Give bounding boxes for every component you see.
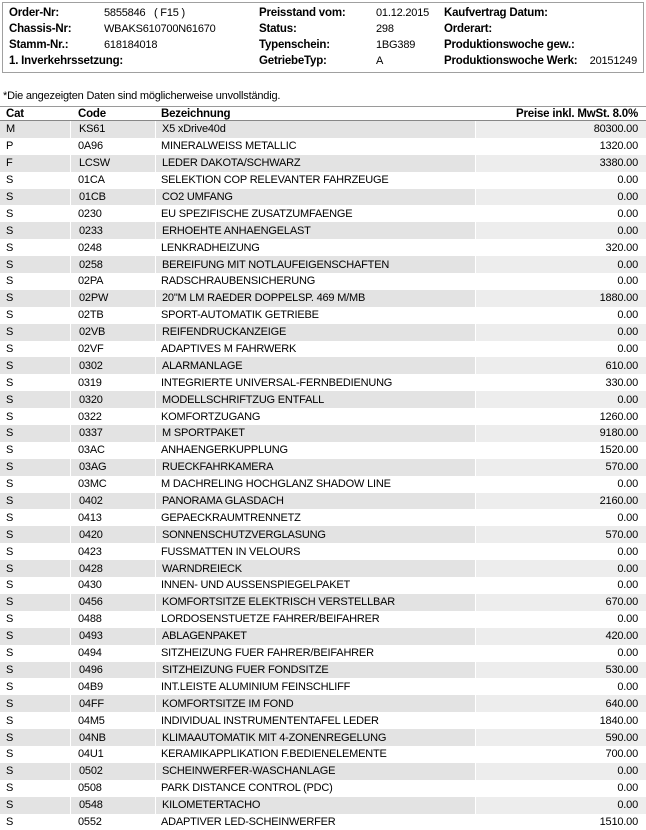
field-label: Stamm-Nr.: [9, 39, 69, 51]
field-label: Produktionswoche gew.: [444, 39, 575, 51]
option-bezeichnung: KERAMIKAPPLIKATION F.BEDIENELEMENTE [161, 748, 387, 761]
option-price: 1520.00 [599, 444, 638, 457]
option-price: 1320.00 [599, 140, 638, 153]
option-code: 0337 [70, 425, 155, 442]
option-code: 0319 [78, 376, 102, 389]
table-row [0, 391, 646, 408]
option-price: 590.00 [475, 729, 646, 746]
option-cat: S [6, 478, 14, 491]
option-cat: S [6, 376, 14, 389]
option-cat: S [0, 594, 70, 611]
option-bezeichnung: BEREIFUNG MIT NOTLAUFEIGENSCHAFTEN [155, 256, 475, 273]
option-code: 04M5 [78, 714, 105, 727]
option-bezeichnung: M SPORTPAKET [155, 425, 475, 442]
option-bezeichnung: LENKRADHEIZUNG [161, 241, 260, 254]
table-row [0, 459, 646, 476]
option-bezeichnung: INTEGRIERTE UNIVERSAL-FERNBEDIENUNG [161, 376, 393, 389]
option-bezeichnung: ADAPTIVES M FAHRWERK [161, 343, 297, 356]
option-bezeichnung: MODELLSCHRIFTZUG ENTFALL [155, 391, 475, 408]
table-row [0, 476, 646, 493]
table-row [0, 324, 646, 341]
option-code: 0248 [78, 241, 102, 254]
table-row [0, 746, 646, 763]
option-code: 0493 [70, 628, 155, 645]
option-cat: S [6, 748, 14, 761]
table-row [0, 763, 646, 780]
option-cat: S [6, 207, 14, 220]
options-table [0, 106, 646, 830]
table-row [0, 493, 646, 510]
option-cat: S [6, 545, 14, 558]
table-row [0, 374, 646, 391]
table-row [0, 543, 646, 560]
option-bezeichnung: 20"M LM RAEDER DOPPELSP. 469 M/MB [155, 290, 475, 307]
option-cat: S [0, 222, 70, 239]
table-row [0, 290, 646, 307]
table-row [0, 509, 646, 526]
option-price: 0.00 [617, 545, 638, 558]
option-cat: S [6, 444, 14, 457]
option-bezeichnung: RUECKFAHRKAMERA [155, 459, 475, 476]
table-row [0, 662, 646, 679]
option-price: 640.00 [475, 695, 646, 712]
option-price: 530.00 [475, 662, 646, 679]
table-row [0, 155, 646, 172]
column-header-code: Code [70, 106, 155, 121]
option-cat: S [0, 763, 70, 780]
option-bezeichnung: KOMFORTSITZE IM FOND [155, 695, 475, 712]
column-header-cat: Cat [0, 106, 70, 121]
option-code: 0430 [78, 579, 102, 592]
field-label: Typenschein: [259, 39, 330, 51]
option-code: 0302 [70, 357, 155, 374]
option-bezeichnung: M DACHRELING HOCHGLANZ SHADOW LINE [161, 478, 391, 491]
option-code: 0233 [70, 222, 155, 239]
field-label: GetriebeTyp: [259, 55, 327, 67]
option-bezeichnung: EU SPEZIFISCHE ZUSATZUMFAENGE [161, 207, 353, 220]
option-code: 04U1 [78, 748, 104, 761]
option-cat: S [0, 256, 70, 273]
option-cat: S [6, 714, 14, 727]
option-cat: S [6, 174, 14, 187]
table-row [0, 780, 646, 797]
option-code: 04FF [70, 695, 155, 712]
option-cat: S [0, 459, 70, 476]
option-bezeichnung: SELEKTION COP RELEVANTER FAHRZEUGE [161, 174, 389, 187]
table-row [0, 256, 646, 273]
header-field-row [3, 21, 643, 37]
option-cat: S [6, 343, 14, 356]
option-code: 0428 [70, 560, 155, 577]
option-cat: S [6, 613, 14, 626]
table-row [0, 678, 646, 695]
table-row [0, 577, 646, 594]
table-row [0, 189, 646, 206]
option-cat: S [0, 324, 70, 341]
option-price: 0.00 [475, 222, 646, 239]
option-cat: S [0, 628, 70, 645]
option-cat: S [0, 189, 70, 206]
header-field-row [3, 37, 643, 53]
option-price: 700.00 [605, 748, 638, 761]
option-code: 04NB [70, 729, 155, 746]
field-value: 20151249 [589, 55, 637, 67]
option-price: 0.00 [617, 647, 638, 660]
option-price: 0.00 [617, 680, 638, 693]
option-bezeichnung: KOMFORTSITZE ELEKTRISCH VERSTELLBAR [155, 594, 475, 611]
option-price: 1840.00 [599, 714, 638, 727]
option-price: 420.00 [475, 628, 646, 645]
option-bezeichnung: INT.LEISTE ALUMINIUM FEINSCHLIFF [161, 680, 351, 693]
option-cat: S [0, 357, 70, 374]
option-price: 0.00 [475, 763, 646, 780]
option-bezeichnung: SPORT-AUTOMATIK GETRIEBE [161, 309, 319, 322]
table-row [0, 594, 646, 611]
field-label: 1. Inverkehrssetzung: [9, 55, 124, 67]
table-row [0, 645, 646, 662]
option-price: 3380.00 [475, 155, 646, 172]
option-bezeichnung: SONNENSCHUTZVERGLASUNG [155, 526, 475, 543]
option-price: 670.00 [475, 594, 646, 611]
option-price: 0.00 [617, 207, 638, 220]
option-price: 610.00 [475, 357, 646, 374]
option-code: 03MC [78, 478, 107, 491]
incomplete-data-note: *Die angezeigten Daten sind möglicherweise unvollständig. [3, 90, 281, 102]
options-table-body [0, 121, 646, 830]
option-cat: S [6, 647, 14, 660]
option-price: 0.00 [475, 560, 646, 577]
table-row [0, 357, 646, 374]
option-cat: F [0, 155, 70, 172]
option-code: 0413 [78, 511, 102, 524]
table-header-row [0, 106, 646, 121]
option-price: 0.00 [475, 797, 646, 814]
header-field-row [3, 5, 643, 21]
option-price: 570.00 [475, 526, 646, 543]
option-price: 0.00 [475, 324, 646, 341]
option-bezeichnung: GEPAECKRAUMTRENNETZ [161, 511, 301, 524]
option-code: 0423 [78, 545, 102, 558]
option-price: 0.00 [617, 309, 638, 322]
option-price: 0.00 [617, 782, 638, 795]
option-cat: S [6, 782, 14, 795]
option-price: 320.00 [605, 241, 638, 254]
table-row [0, 611, 646, 628]
option-cat: S [6, 275, 14, 288]
field-value: 01.12.2015 [376, 7, 430, 19]
option-price: 0.00 [617, 613, 638, 626]
option-cat: S [0, 662, 70, 679]
table-row [0, 138, 646, 155]
option-cat: S [6, 309, 14, 322]
option-cat: M [0, 121, 70, 138]
option-price: 0.00 [617, 511, 638, 524]
order-header-box [2, 2, 644, 73]
option-code: 0420 [70, 526, 155, 543]
option-code: KS61 [70, 121, 155, 138]
option-cat: S [0, 425, 70, 442]
option-bezeichnung: INDIVIDUAL INSTRUMENTENTAFEL LEDER [161, 714, 379, 727]
column-header-bezeichnung: Bezeichnung [155, 106, 475, 121]
option-code: 0488 [78, 613, 102, 626]
option-cat: S [6, 511, 14, 524]
table-row [0, 408, 646, 425]
option-bezeichnung: RADSCHRAUBENSICHERUNG [161, 275, 316, 288]
option-code: 0494 [78, 647, 102, 660]
field-value: A [376, 55, 384, 67]
table-row [0, 205, 646, 222]
table-row [0, 695, 646, 712]
field-label: Orderart: [444, 23, 493, 35]
option-code: 02TB [78, 309, 104, 322]
option-bezeichnung: REIFENDRUCKANZEIGE [155, 324, 475, 341]
option-bezeichnung: ADAPTIVER LED-SCHEINWERFER [161, 815, 336, 828]
field-label: Produktionswoche Werk: [444, 55, 578, 67]
option-price: 0.00 [617, 579, 638, 592]
option-cat: P [6, 140, 14, 153]
option-price: 0.00 [475, 189, 646, 206]
table-row [0, 341, 646, 358]
option-cat: S [0, 729, 70, 746]
option-bezeichnung: ANHAENGERKUPPLUNG [161, 444, 288, 457]
option-price: 2160.00 [475, 493, 646, 510]
option-bezeichnung: ALARMANLAGE [155, 357, 475, 374]
option-cat: S [0, 493, 70, 510]
option-code: 0322 [78, 410, 102, 423]
field-label: Preisstand vom: [259, 7, 346, 19]
option-code: 03AG [70, 459, 155, 476]
option-bezeichnung: ERHOEHTE ANHAENGELAST [155, 222, 475, 239]
option-code: 0496 [70, 662, 155, 679]
option-cat: S [6, 410, 14, 423]
option-code: 01CA [78, 174, 105, 187]
table-row [0, 273, 646, 290]
option-price: 0.00 [475, 256, 646, 273]
field-label: Status: [259, 23, 297, 35]
table-row [0, 172, 646, 189]
field-value: 618184018 [104, 39, 158, 51]
table-row [0, 712, 646, 729]
option-bezeichnung: LEDER DAKOTA/SCHWARZ [155, 155, 475, 172]
option-bezeichnung: PANORAMA GLASDACH [155, 493, 475, 510]
option-price: 0.00 [475, 391, 646, 408]
table-row [0, 307, 646, 324]
option-price: 0.00 [617, 174, 638, 187]
option-code: 0456 [70, 594, 155, 611]
option-price: 330.00 [605, 376, 638, 389]
option-price: 0.00 [617, 478, 638, 491]
option-bezeichnung: KOMFORTZUGANG [161, 410, 261, 423]
option-code: 02PW [70, 290, 155, 307]
option-cat: S [6, 815, 14, 828]
option-code: 0320 [70, 391, 155, 408]
option-bezeichnung: WARNDREIECK [155, 560, 475, 577]
option-price: 1260.00 [599, 410, 638, 423]
field-value: WBAKS610700N61670 [104, 23, 216, 35]
option-code: 04B9 [78, 680, 103, 693]
option-bezeichnung: X5 xDrive40d [155, 121, 475, 138]
field-label: Chassis-Nr: [9, 23, 72, 35]
table-row [0, 729, 646, 746]
table-row [0, 442, 646, 459]
option-bezeichnung: CO2 UMFANG [155, 189, 475, 206]
field-value: 1BG389 [376, 39, 416, 51]
option-code: 02VF [78, 343, 104, 356]
option-price: 1510.00 [599, 815, 638, 828]
option-cat: S [0, 560, 70, 577]
field-label: Kaufvertrag Datum: [444, 7, 548, 19]
option-bezeichnung: KILOMETERTACHO [155, 797, 475, 814]
table-row [0, 425, 646, 442]
option-bezeichnung: SITZHEIZUNG FUER FONDSITZE [155, 662, 475, 679]
table-row [0, 628, 646, 645]
table-row [0, 239, 646, 256]
header-field-row [3, 53, 643, 69]
option-bezeichnung: SITZHEIZUNG FUER FAHRER/BEIFAHRER [161, 647, 374, 660]
field-label: Order-Nr: [9, 7, 59, 19]
field-value: 298 [376, 23, 394, 35]
option-bezeichnung: INNEN- UND AUSSENSPIEGELPAKET [161, 579, 350, 592]
field-value: 5855846 ( F15 ) [104, 7, 185, 19]
option-price: 570.00 [475, 459, 646, 476]
option-code: 0402 [70, 493, 155, 510]
option-cat: S [6, 680, 14, 693]
option-cat: S [6, 241, 14, 254]
option-code: 0548 [70, 797, 155, 814]
table-row [0, 222, 646, 239]
option-cat: S [0, 695, 70, 712]
column-header-preise: Preise inkl. MwSt. 8.0% [475, 106, 646, 121]
option-bezeichnung: FUSSMATTEN IN VELOURS [161, 545, 301, 558]
option-price: 0.00 [617, 275, 638, 288]
option-bezeichnung: SCHEINWERFER-WASCHANLAGE [155, 763, 475, 780]
option-price: 9180.00 [475, 425, 646, 442]
option-bezeichnung: ABLAGENPAKET [155, 628, 475, 645]
option-code: 03AC [78, 444, 105, 457]
option-code: 02VB [70, 324, 155, 341]
option-bezeichnung: LORDOSENSTUETZE FAHRER/BEIFAHRER [161, 613, 380, 626]
option-code: 0230 [78, 207, 102, 220]
option-price: 80300.00 [475, 121, 646, 138]
option-cat: S [0, 526, 70, 543]
option-price: 0.00 [617, 343, 638, 356]
option-code: 0258 [70, 256, 155, 273]
option-cat: S [0, 290, 70, 307]
option-code: 01CB [70, 189, 155, 206]
option-code: LCSW [70, 155, 155, 172]
option-price: 1880.00 [475, 290, 646, 307]
option-cat: S [0, 391, 70, 408]
option-code: 0552 [78, 815, 102, 828]
option-code: 0508 [78, 782, 102, 795]
option-bezeichnung: KLIMAAUTOMATIK MIT 4-ZONENREGELUNG [155, 729, 475, 746]
option-code: 02PA [78, 275, 104, 288]
table-row [0, 560, 646, 577]
option-bezeichnung: PARK DISTANCE CONTROL (PDC) [161, 782, 333, 795]
option-cat: S [6, 579, 14, 592]
option-bezeichnung: MINERALWEISS METALLIC [161, 140, 297, 153]
option-cat: S [0, 797, 70, 814]
option-code: 0502 [70, 763, 155, 780]
table-row [0, 121, 646, 138]
table-row [0, 526, 646, 543]
option-code: 0A96 [78, 140, 103, 153]
table-row [0, 797, 646, 814]
